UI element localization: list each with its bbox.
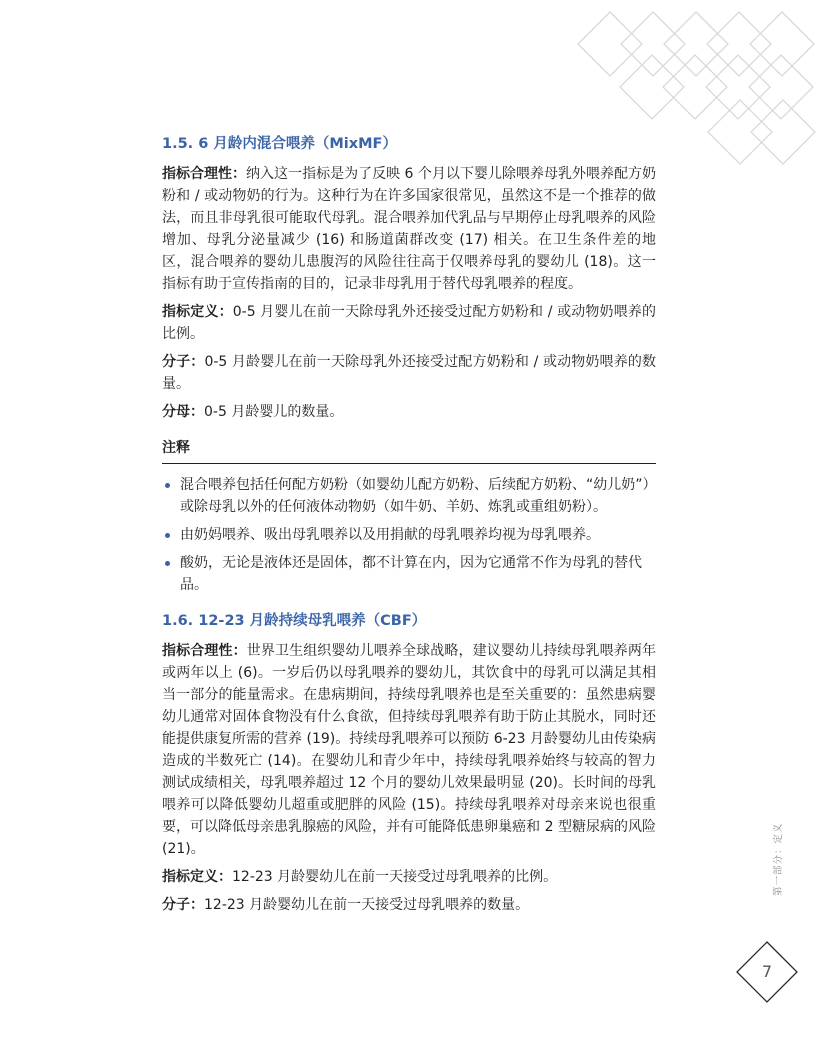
mixmf-rationale: [162, 163, 656, 295]
bullet-dot-icon: [165, 533, 170, 538]
mixmf-definition: [162, 301, 656, 345]
rationale-label: 指标合理性：: [162, 643, 247, 659]
note-item: [162, 524, 656, 546]
notes-title: 注释: [162, 437, 656, 464]
note-text: 由奶妈喂养、吸出母乳喂养以及用捐献的母乳喂养均视为母乳喂养。: [180, 527, 600, 543]
bullet-dot-icon: [165, 483, 170, 488]
notes-list: [162, 474, 656, 596]
page-number: 7: [761, 962, 773, 981]
section-side-label: 第一部分：定义: [773, 822, 784, 896]
note-text: 酸奶，无论是液体还是固体，都不计算在内，因为它通常不作为母乳的替代品。: [180, 555, 642, 593]
page-number-badge: [735, 940, 799, 1004]
denominator-text: 0-5 月龄婴儿的数量。: [204, 404, 344, 420]
mixmf-denominator: [162, 401, 656, 423]
page-content: [162, 133, 656, 922]
cbf-definition: [162, 866, 656, 888]
definition-text: 0-5 月婴儿在前一天除母乳外还接受过配方奶粉和 / 或动物奶喂养的比例。: [162, 304, 656, 342]
note-item: [162, 474, 656, 518]
definition-text: 12-23 月龄婴幼儿在前一天接受过母乳喂养的比例。: [232, 869, 558, 885]
note-item: [162, 552, 656, 596]
denominator-label: 分母：: [162, 404, 204, 420]
section-heading-cbf: 1.6. 12-23 月龄持续母乳喂养（CBF）: [162, 613, 427, 629]
numerator-text: 0-5 月龄婴儿在前一天除母乳外还接受过配方奶粉和 / 或动物奶喂养的数量。: [162, 354, 657, 392]
rationale-label: 指标合理性：: [162, 166, 247, 182]
definition-label: 指标定义：: [162, 869, 232, 885]
bullet-dot-icon: [165, 561, 170, 566]
cbf-rationale: [162, 640, 656, 860]
rationale-text: 纳入这一指标是为了反映 6 个月以下婴儿除喂养母乳外喂养配方奶粉和 / 或动物奶的行为。这种行为在许多国家很常见，虽然这不是一个推荐的做法，而且非母乳很可能取代母乳。混合喂养加代乳品与早期停止母乳喂养的风险增加、母乳分泌量减少 (16) 和肠道菌群改变 (17) 相关。在卫生条件差的地区，混合喂养的婴幼儿患腹泻的风险往往高于仅喂养母乳的婴幼儿 (18)。这一指标有助于宣传指南的目的，记录非母乳用于替代母乳喂养的程度。: [162, 166, 657, 292]
cbf-numerator: [162, 894, 656, 916]
mixmf-numerator: [162, 351, 656, 395]
definition-label: 指标定义：: [162, 304, 233, 320]
rationale-text: 世界卫生组织婴幼儿喂养全球战略，建议婴幼儿持续母乳喂养两年或两年以上 (6)。一岁后仍以母乳喂养的婴幼儿，其饮食中的母乳可以满足其相当一部分的能量需求。在患病期间，持续母乳喂养也是至关重要的：虽然患病婴幼儿通常对固体食物没有什么食欲，但持续母乳喂养有助于防止其脱水，同时还能提供康复所需的营养 (19)。持续母乳喂养可以预防 6-23 月龄婴幼儿由传染病造成的半数死亡 (14)。在婴幼儿和青少年中，持续母乳喂养始终与较高的智力测试成绩相关，母乳喂养超过 12 个月的婴幼儿效果最明显 (20)。长时间的母乳喂养可以降低婴幼儿超重或肥胖的风险 (15)。持续母乳喂养对母亲来说也很重要，可以降低母亲患乳腺癌的风险，并有可能降低患卵巢癌和 2 型糖尿病的风险 (21)。: [162, 643, 657, 857]
numerator-label: 分子：: [162, 897, 204, 913]
numerator-text: 12-23 月龄婴幼儿在前一天接受过母乳喂养的数量。: [204, 897, 530, 913]
note-text: 混合喂养包括任何配方奶粉（如婴幼儿配方奶粉、后续配方奶粉、“幼儿奶”）或除母乳以外的任何液体动物奶（如牛奶、羊奶、炼乳或重组奶粉）。: [180, 477, 650, 515]
section-heading-mixmf: 1.5. 6 月龄内混合喂养（MixMF）: [162, 136, 397, 152]
numerator-label: 分子：: [162, 354, 205, 370]
